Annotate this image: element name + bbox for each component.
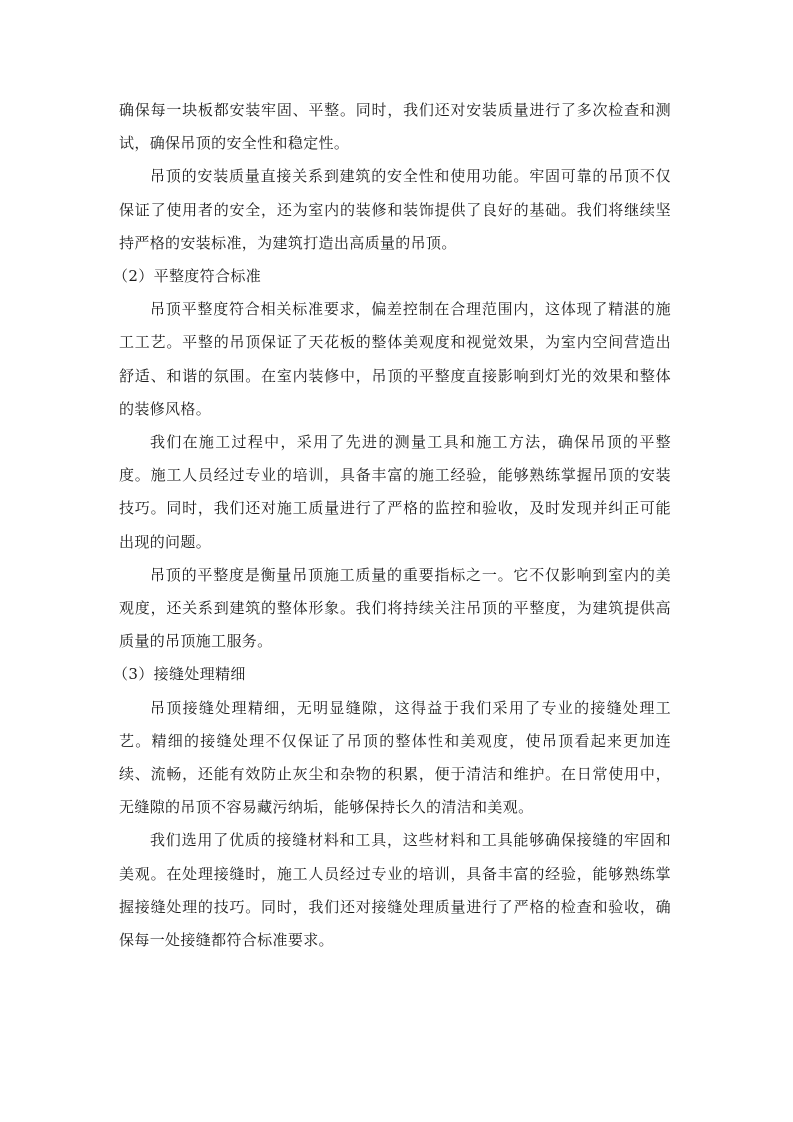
paragraph-install-check: 确保每一块板都安装牢固、平整。同时，我们还对安装质量进行了多次检查和测试，确保吊顶的安全性和稳定性。 xyxy=(119,101,671,153)
section-heading-joints: （3）接缝处理精细 xyxy=(113,665,246,684)
paragraph-flatness-process: 我们在施工过程中，采用了先进的测量工具和施工方法，确保吊顶的平整度。施工人员经过专业的培训，具备丰富的施工经验，能够熟练掌握吊顶的安装技巧。同时，我们还对施工质量进行了严格的监控和验收，及时发现并纠正可能出现的问题。 xyxy=(119,433,671,551)
paragraph-joint-materials: 我们选用了优质的接缝材料和工具，这些材料和工具能够确保接缝的牢固和美观。在处理接缝时，施工人员经过专业的培训，具备丰富的经验，能够熟练掌握接缝处理的技巧。同时，我们还对接缝处理质量进行了严格的检查和验收，确保每一处接缝都符合标准要求。 xyxy=(119,831,671,950)
paragraph-joint-treatment: 吊顶接缝处理精细，无明显缝隙，这得益于我们采用了专业的接缝处理工艺。精细的接缝处理不仅保证了吊顶的整体性和美观度，使吊顶看起来更加连续、流畅，还能有效防止灰尘和杂物的积累，便于清洁和维护。在日常使用中，无缝隙的吊顶不容易藏污纳垢，能够保持长久的清洁和美观。 xyxy=(119,698,671,817)
paragraph-flatness-importance: 吊顶的平整度是衡量吊顶施工质量的重要指标之一。它不仅影响到室内的美观度，还关系到建筑的整体形象。我们将持续关注吊顶的平整度，为建筑提供高质量的吊顶施工服务。 xyxy=(119,565,671,651)
paragraph-install-quality: 吊顶的安装质量直接关系到建筑的安全性和使用功能。牢固可靠的吊顶不仅保证了使用者的安全，还为室内的装修和装饰提供了良好的基础。我们将继续坚持严格的安装标准，为建筑打造出高质量的吊顶。 xyxy=(119,167,671,252)
paragraph-flatness-standard: 吊顶平整度符合相关标准要求，偏差控制在合理范围内，这体现了精湛的施工工艺。平整的吊顶保证了天花板的整体美观度和视觉效果，为室内空间营造出舒适、和谐的氛围。在室内装修中，吊顶的平整度直接影响到灯光的效果和整体的装修风格。 xyxy=(119,300,671,418)
document-body xyxy=(113,94,671,957)
section-heading-flatness: （2）平整度符合标准 xyxy=(113,267,262,286)
